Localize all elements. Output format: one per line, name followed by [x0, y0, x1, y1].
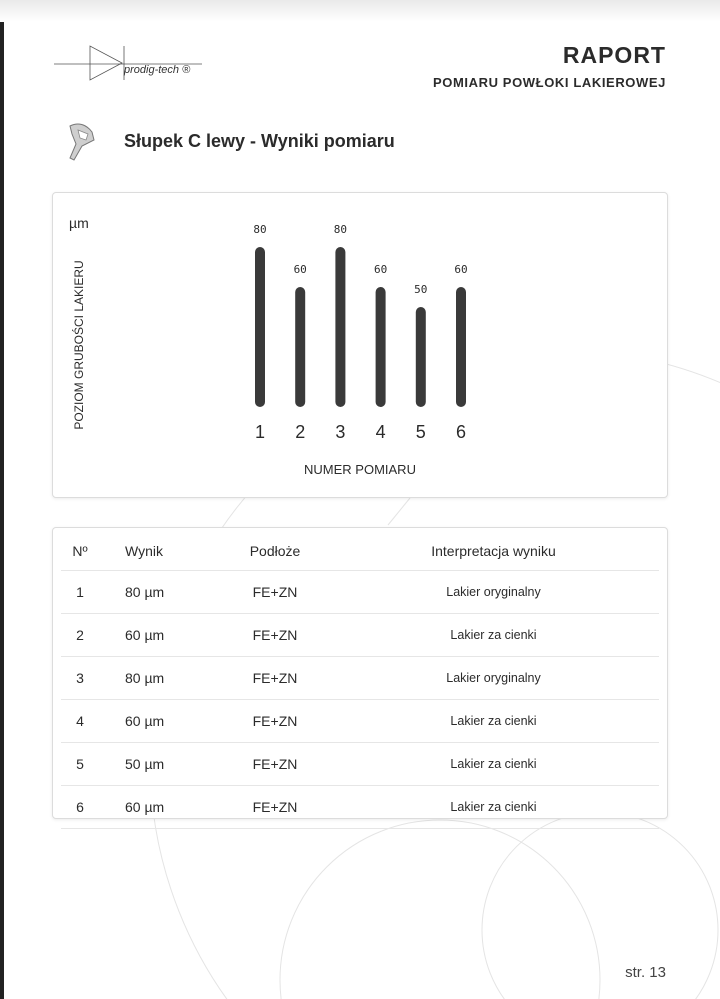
- data-label-3: 80: [333, 223, 348, 236]
- row-interpretation: Lakier za cienki: [328, 700, 659, 743]
- row-interpretation: Lakier oryginalny: [328, 571, 659, 614]
- data-label-5: 50: [414, 283, 428, 296]
- data-label-4: 60: [373, 263, 388, 276]
- bar-3: [335, 247, 345, 407]
- report-subtitle: POMIARU POWŁOKI LAKIEROWEJ: [433, 75, 666, 90]
- report-title: RAPORT: [562, 42, 666, 68]
- row-substrate: FE+ZN: [222, 571, 328, 614]
- header-interpretation: Interpretacja wyniku: [431, 543, 556, 559]
- measurement-chart: [53, 193, 667, 497]
- row-substrate: FE+ZN: [222, 657, 328, 700]
- row-value: 80 µm: [99, 571, 222, 614]
- logo-text: prodig-tech ®: [124, 64, 191, 76]
- row-nr: 1: [61, 571, 99, 614]
- table-row: [61, 786, 659, 829]
- row-nr: 2: [61, 614, 99, 657]
- table-header-row: [61, 532, 659, 571]
- x-tick-6: 6: [455, 422, 467, 442]
- x-tick-3: 3: [335, 422, 346, 442]
- table-row: [61, 700, 659, 743]
- row-nr: 4: [61, 700, 99, 743]
- row-value: 60 µm: [99, 614, 222, 657]
- x-axis-label: NUMER POMIARU: [304, 462, 416, 477]
- header-nr: Nº: [72, 543, 88, 559]
- table-row: [61, 657, 659, 700]
- row-interpretation: Lakier oryginalny: [328, 657, 659, 700]
- bar-1: [255, 247, 265, 407]
- y-axis-label: POZIOM GRUBOŚCI LAKIERU: [72, 260, 86, 430]
- row-nr: 5: [61, 743, 99, 786]
- table-row: [61, 614, 659, 657]
- data-label-6: 60: [454, 263, 468, 276]
- results-table-card: [52, 527, 668, 819]
- row-interpretation: Lakier za cienki: [328, 743, 659, 786]
- car-pillar-icon: [64, 120, 98, 164]
- bar-6: [456, 287, 466, 407]
- row-interpretation: Lakier za cienki: [328, 786, 659, 829]
- row-value: 60 µm: [99, 786, 222, 829]
- bar-5: [416, 307, 426, 407]
- data-label-2: 60: [293, 263, 307, 276]
- row-interpretation: Lakier za cienki: [328, 614, 659, 657]
- x-tick-5: 5: [415, 422, 426, 442]
- x-tick-4: 4: [375, 422, 386, 442]
- bars-group: [253, 223, 467, 442]
- results-table: [61, 532, 659, 829]
- header-substrate: Podłoże: [249, 543, 301, 559]
- bar-4: [376, 287, 386, 407]
- unit-label: µm: [69, 215, 89, 231]
- section-title: Słupek C lewy - Wyniki pomiaru: [124, 131, 395, 151]
- row-substrate: FE+ZN: [222, 743, 328, 786]
- row-nr: 6: [61, 786, 99, 829]
- row-value: 80 µm: [99, 657, 222, 700]
- chart-card: [52, 192, 668, 498]
- row-value: 60 µm: [99, 700, 222, 743]
- bar-2: [295, 287, 305, 407]
- x-tick-2: 2: [295, 422, 306, 442]
- row-substrate: FE+ZN: [222, 700, 328, 743]
- table-row: [61, 571, 659, 614]
- row-nr: 3: [61, 657, 99, 700]
- header-value: Wynik: [125, 543, 163, 559]
- page-number: str. 13: [625, 964, 666, 981]
- table-row: [61, 743, 659, 786]
- data-label-1: 80: [253, 223, 267, 236]
- row-substrate: FE+ZN: [222, 786, 328, 829]
- row-value: 50 µm: [99, 743, 222, 786]
- x-tick-1: 1: [254, 422, 266, 442]
- row-substrate: FE+ZN: [222, 614, 328, 657]
